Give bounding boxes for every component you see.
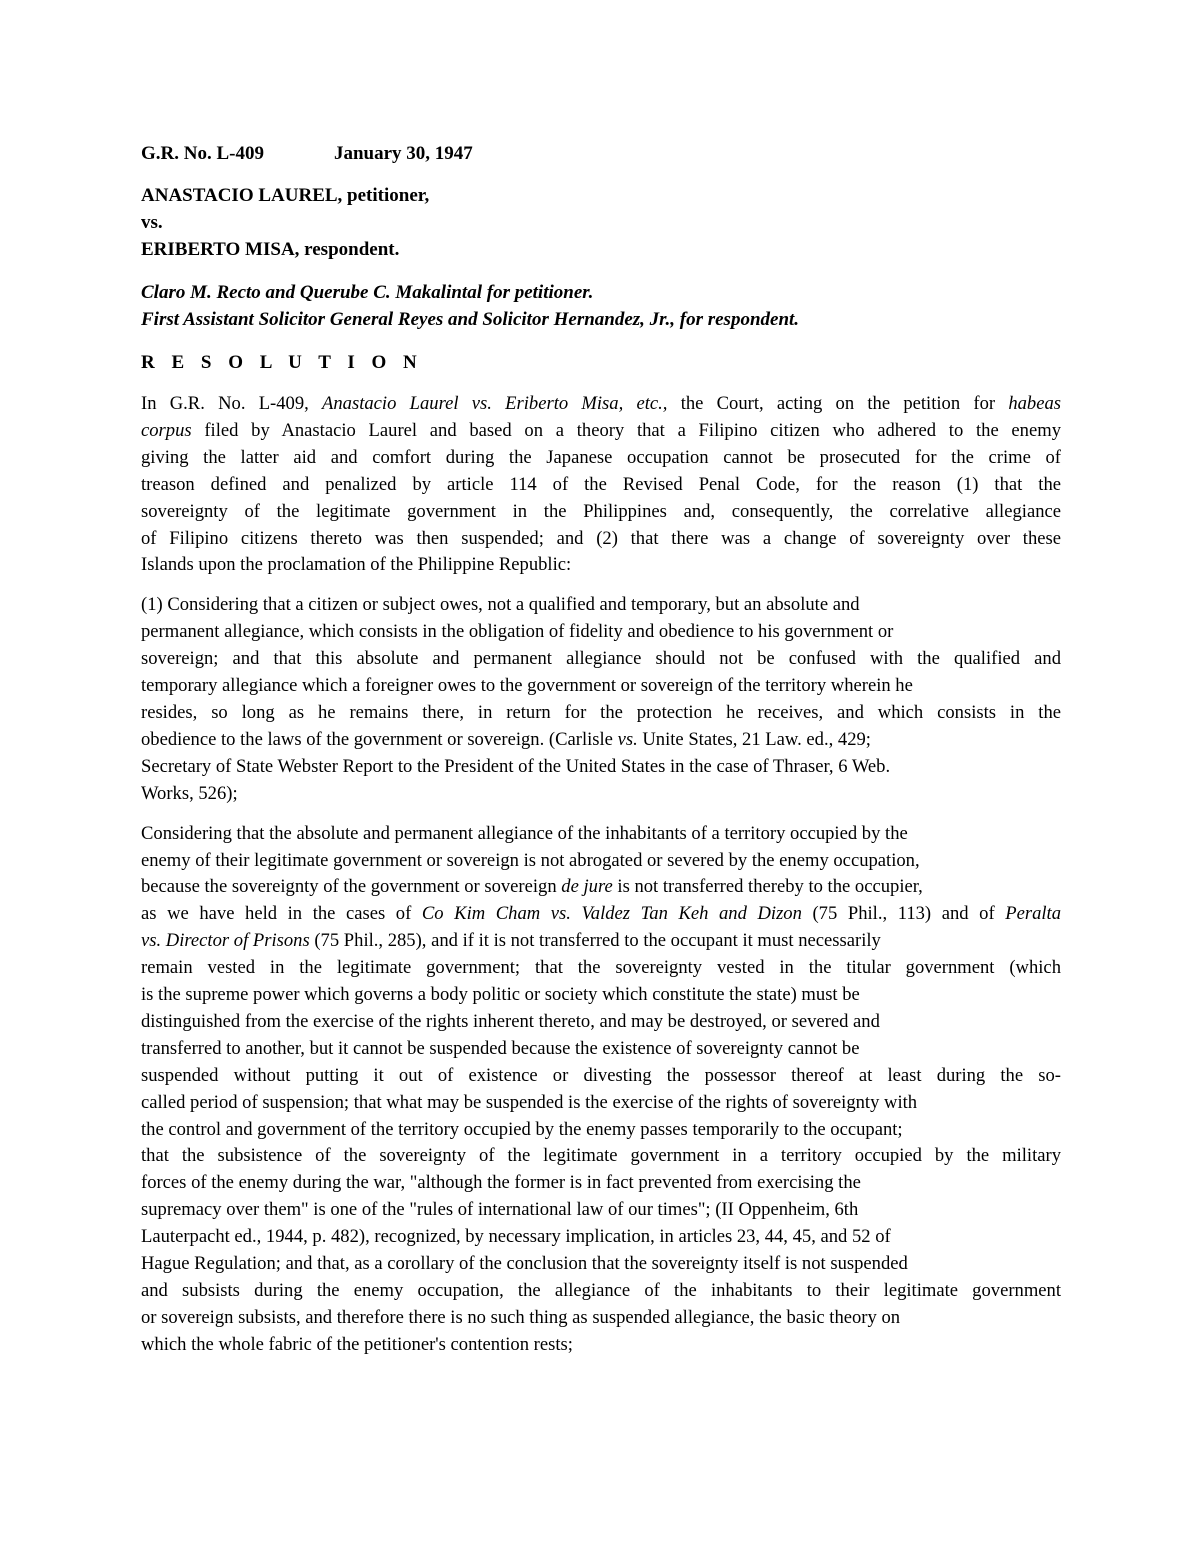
document-page	[141, 140, 1061, 1372]
counsel-petitioner: Claro M. Recto and Querube C. Makalintal for petitioner.	[141, 282, 594, 303]
parties-block	[141, 182, 1061, 263]
resolution-heading: R E S O L U T I O N	[141, 352, 423, 373]
paragraph-sovereignty	[141, 821, 1061, 1359]
text-line: obedience to the laws of the government or sovereign. (Carlisle vs. Unite States, 21 Law. ed., 429;	[141, 728, 871, 750]
text-line: of Filipino citizens thereto was then suspended; and (2) that there was a change of sovereignty over these	[141, 527, 1061, 549]
text-line: Hague Regulation; and that, as a corollary of the conclusion that the sovereignty itself is not suspended	[141, 1253, 908, 1275]
text-line: Lauterpacht ed., 1944, p. 482), recognized, by necessary implication, in articles 23, 44, 45, and 52 of	[141, 1226, 891, 1248]
text-line: transferred to another, but it cannot be suspended because the existence of sovereignty cannot be	[141, 1037, 860, 1059]
text-line: sovereign; and that this absolute and permanent allegiance should not be confused with the qualified and	[141, 648, 1061, 670]
text-line: (1) Considering that a citizen or subject owes, not a qualified and temporary, but an absolute and	[141, 594, 860, 616]
text-line: enemy of their legitimate government or sovereign is not abrogated or severed by the enemy occupation,	[141, 849, 920, 871]
text-line: distinguished from the exercise of the rights inherent thereto, and may be destroyed, or severed and	[141, 1010, 880, 1032]
text-line: resides, so long as he remains there, in return for the protection he receives, and which consists in the	[141, 701, 1061, 723]
text-line: corpus filed by Anastacio Laurel and based on a theory that a Filipino citizen who adhered to the enemy	[141, 419, 1061, 441]
text-line: which the whole fabric of the petitioner's contention rests;	[141, 1333, 573, 1355]
case-caption	[141, 140, 1061, 168]
versus-label: vs.	[141, 212, 163, 233]
petitioner-name: ANASTACIO LAUREL, petitioner,	[141, 185, 430, 206]
text-line: called period of suspension; that what may be suspended is the exercise of the rights of sovereignty with	[141, 1091, 918, 1113]
text-line: In G.R. No. L-409, Anastacio Laurel vs. Eriberto Misa, etc., the Court, acting on the petition for habeas	[141, 393, 1061, 414]
text-line: Islands upon the proclamation of the Philippine Republic:	[141, 554, 572, 576]
case-number: G.R. No. L-409	[141, 143, 264, 164]
text-line: Works, 526);	[141, 782, 238, 804]
text-line: giving the latter aid and comfort during the Japanese occupation cannot be prosecuted for the crime of	[141, 446, 1061, 468]
text-line: supremacy over them" is one of the "rules of international law of our times"; (II Oppenheim, 6th	[141, 1199, 859, 1221]
text-line: sovereignty of the legitimate government in the Philippines and, consequently, the correlative allegiance	[141, 500, 1061, 522]
text-line: Considering that the absolute and permanent allegiance of the inhabitants of a territory occupied by the	[141, 822, 908, 844]
paragraph-petition	[141, 391, 1061, 579]
text-line: suspended without putting it out of existence or divesting the possessor thereof at least during the so-	[141, 1064, 1061, 1086]
text-line: that the subsistence of the sovereignty of the legitimate government in a territory occupied by the military	[141, 1145, 1061, 1167]
text-line: is the supreme power which governs a body politic or society which constitute the state) must be	[141, 984, 860, 1006]
text-line: or sovereign subsists, and therefore there is no such thing as suspended allegiance, the basic theory on	[141, 1306, 901, 1328]
text-line: treason defined and penalized by article 114 of the Revised Penal Code, for the reason (1) that the	[141, 473, 1061, 495]
text-line: temporary allegiance which a foreigner owes to the government or sovereign of the territory wherein he	[141, 675, 913, 697]
paragraph-allegiance	[141, 592, 1061, 807]
text-line: as we have held in the cases of Co Kim Cham vs. Valdez Tan Keh and Dizon (75 Phil., 113) and of Peralta	[141, 903, 1061, 925]
text-line: the control and government of the territory occupied by the enemy passes temporarily to the occupant;	[141, 1118, 903, 1140]
text-line: permanent allegiance, which consists in the obligation of fidelity and obedience to his government or	[141, 621, 894, 643]
respondent-name: ERIBERTO MISA, respondent.	[141, 239, 400, 260]
text-line: because the sovereignty of the government or sovereign de jure is not transferred thereby to the occupier,	[141, 876, 923, 898]
text-line: vs. Director of Prisons (75 Phil., 285), and if it is not transferred to the occupant it must necessarily	[141, 930, 881, 952]
case-date: January 30, 1947	[333, 143, 473, 164]
counsel-respondent: First Assistant Solicitor General Reyes and Solicitor Hernandez, Jr., for respondent.	[141, 309, 800, 330]
text-line: forces of the enemy during the war, "although the former is in fact prevented from exercising the	[141, 1172, 861, 1194]
counsel-block	[141, 279, 1061, 333]
text-line: Secretary of State Webster Report to the President of the United States in the case of Thraser, 6 Web.	[141, 755, 891, 777]
text-line: and subsists during the enemy occupation, the allegiance of the inhabitants to their legitimate government	[141, 1280, 1061, 1301]
text-line: remain vested in the legitimate government; that the sovereignty vested in the titular government (which	[141, 957, 1061, 979]
